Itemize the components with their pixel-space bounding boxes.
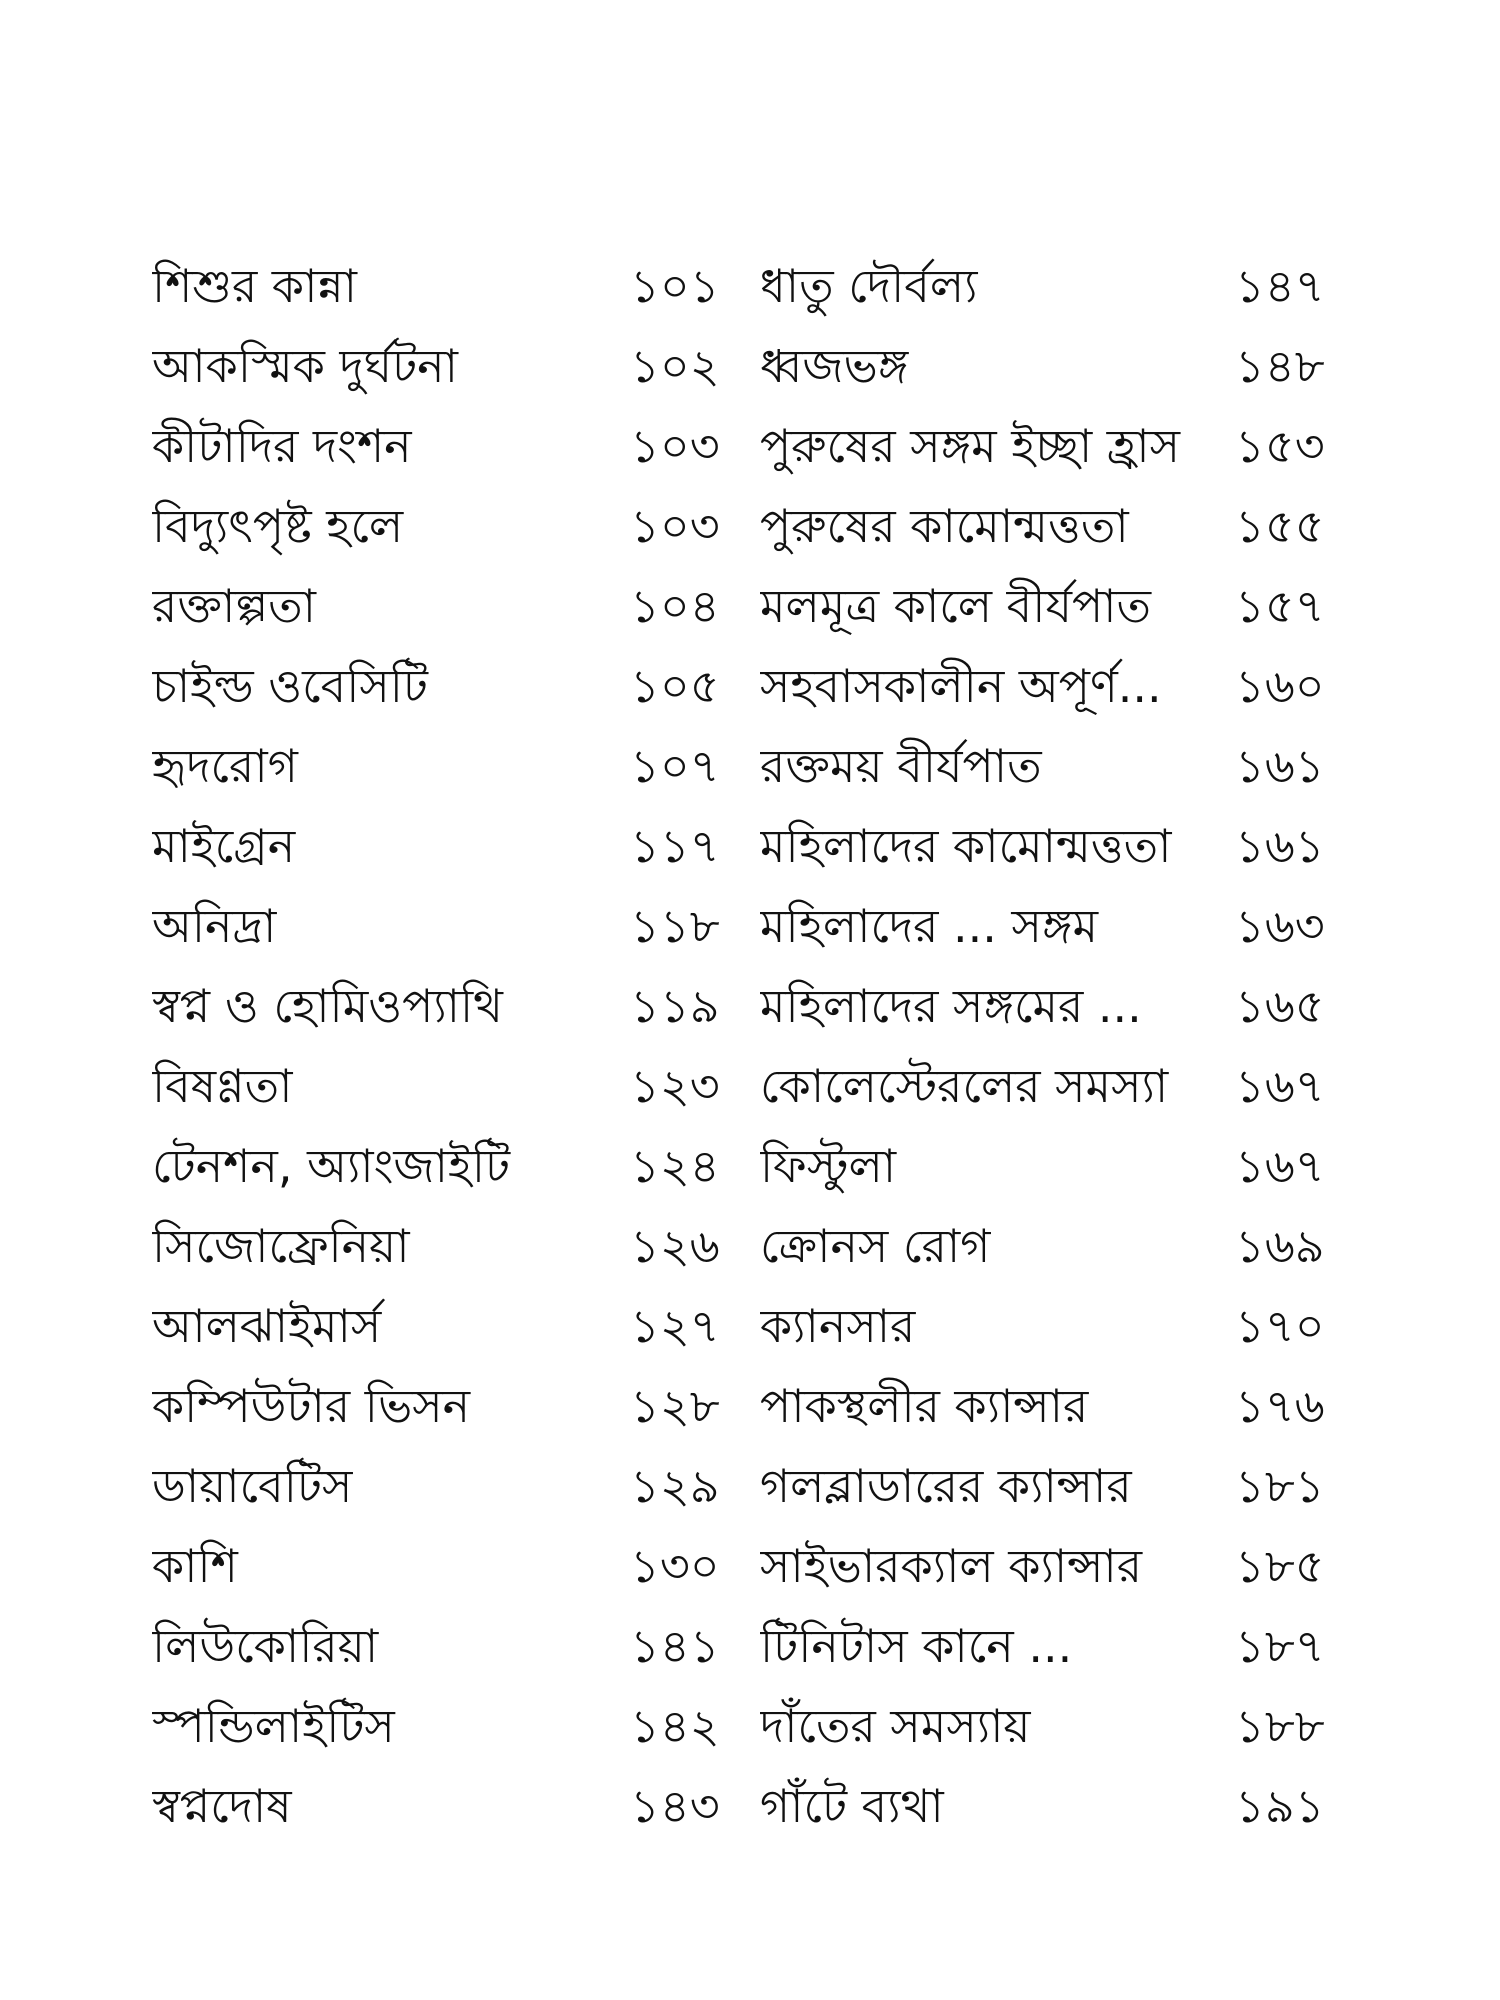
toc-right-title: ধ্বজভঙ্গ xyxy=(760,339,909,393)
toc-right-title: ক্যানসার xyxy=(760,1299,916,1353)
toc-left-title: আকস্মিক দুর্ঘটনা xyxy=(152,339,458,393)
toc-left-page: ১২৩ xyxy=(630,1059,720,1113)
toc-row xyxy=(0,726,1500,806)
toc-left-title: কীটাদির দংশন xyxy=(152,419,412,473)
toc-right-page: ১৫৩ xyxy=(1235,419,1325,473)
toc-left-page: ১৪২ xyxy=(630,1699,720,1753)
toc-row xyxy=(0,966,1500,1046)
toc-right-title: ফিস্টুলা xyxy=(760,1139,897,1193)
toc-right-title: পুরুষের সঙ্গম ইচ্ছা হ্রাস xyxy=(760,419,1181,473)
toc-left-title: ডায়াবেটিস xyxy=(152,1459,353,1513)
toc-left-title: মাইগ্রেন xyxy=(152,819,296,873)
toc-row xyxy=(0,326,1500,406)
toc-right-page: ১৮৫ xyxy=(1235,1539,1325,1593)
toc-left-title: আলঝাইমার্স xyxy=(152,1299,382,1353)
toc-row xyxy=(0,406,1500,486)
toc-left-page: ১২৬ xyxy=(630,1219,720,1273)
toc-row xyxy=(0,1526,1500,1606)
toc-left-page: ১২৪ xyxy=(630,1139,720,1193)
toc-left-title: অনিদ্রা xyxy=(152,899,277,953)
toc-right-page: ১৬৩ xyxy=(1235,899,1325,953)
toc-right-title: গাঁটে ব্যথা xyxy=(760,1779,944,1833)
toc-left-page: ১২৭ xyxy=(630,1299,720,1353)
toc-left-title: টেনশন, অ্যাংজাইটি xyxy=(152,1139,511,1193)
toc-left-page: ১১৮ xyxy=(630,899,720,953)
toc-right-page: ১৪৮ xyxy=(1235,339,1325,393)
toc-left-page: ১২৯ xyxy=(630,1459,720,1513)
toc-row xyxy=(0,1286,1500,1366)
toc-left-title: বিষণ্ণতা xyxy=(152,1059,293,1113)
toc-left-page: ১০৩ xyxy=(630,499,720,553)
toc-left-page: ১০৫ xyxy=(630,659,720,713)
toc-left-page: ১০৪ xyxy=(630,579,720,633)
toc-right-title: মলমূত্র কালে বীর্যপাত xyxy=(760,579,1152,633)
toc-row xyxy=(0,1126,1500,1206)
toc-right-title: গলব্লাডারের ক্যান্সার xyxy=(760,1459,1132,1513)
toc-left-page: ১২৮ xyxy=(630,1379,720,1433)
toc-right-page: ১৬১ xyxy=(1235,819,1325,873)
toc-left-page: ১৪১ xyxy=(630,1619,720,1673)
toc-left-page: ১১৯ xyxy=(630,979,720,1033)
toc-right-page: ১৪৭ xyxy=(1235,259,1325,313)
toc-right-title: সাইভারক্যাল ক্যান্সার xyxy=(760,1539,1143,1593)
toc-right-title: ক্রোনস রোগ xyxy=(760,1219,991,1273)
toc-left-title: বিদ্যুৎপৃষ্ট হলে xyxy=(152,499,404,553)
toc-left-page: ১০২ xyxy=(630,339,720,393)
toc-left-title: কাশি xyxy=(152,1539,238,1593)
toc-right-page: ১৬৭ xyxy=(1235,1139,1325,1193)
toc-right-page: ১৭০ xyxy=(1235,1299,1325,1353)
toc-left-title: স্পন্ডিলাইটিস xyxy=(152,1699,395,1753)
toc-right-page: ১৫৭ xyxy=(1235,579,1325,633)
toc-right-page: ১৭৬ xyxy=(1235,1379,1325,1433)
toc-left-page: ১৪৩ xyxy=(630,1779,720,1833)
toc-left-title: শিশুর কান্না xyxy=(152,259,358,313)
toc-right-title: পাকস্থলীর ক্যান্সার xyxy=(760,1379,1089,1433)
toc-right-title: মহিলাদের ... সঙ্গম xyxy=(760,899,1098,953)
toc-row xyxy=(0,486,1500,566)
toc-left-title: স্বপ্ন ও হোমিওপ্যাথি xyxy=(152,979,503,1033)
toc-left-title: সিজোফ্রেনিয়া xyxy=(152,1219,410,1273)
toc-left-page: ১৩০ xyxy=(630,1539,720,1593)
toc-row xyxy=(0,806,1500,886)
toc-right-title: কোলেস্টেরলের সমস্যা xyxy=(760,1059,1169,1113)
toc-row xyxy=(0,1206,1500,1286)
toc-left-title: হৃদরোগ xyxy=(152,739,298,793)
toc-right-page: ১৬০ xyxy=(1235,659,1325,713)
toc-right-title: টিনিটাস কানে ... xyxy=(760,1619,1073,1673)
toc-row xyxy=(0,1046,1500,1126)
toc-right-title: মহিলাদের কামোন্মত্ততা xyxy=(760,819,1172,873)
toc-left-page: ১০৭ xyxy=(630,739,720,793)
toc-left-page: ১১৭ xyxy=(630,819,720,873)
toc-right-page: ১৬৯ xyxy=(1235,1219,1325,1273)
toc-right-page: ১৬৭ xyxy=(1235,1059,1325,1113)
toc-left-page: ১০৩ xyxy=(630,419,720,473)
toc-right-page: ১৫৫ xyxy=(1235,499,1325,553)
toc-right-title: ধাতু দৌর্বল্য xyxy=(760,259,978,313)
toc-row xyxy=(0,1366,1500,1446)
toc-right-title: মহিলাদের সঙ্গমের ... xyxy=(760,979,1142,1033)
toc-row xyxy=(0,566,1500,646)
toc-left-title: লিউকোরিয়া xyxy=(152,1619,379,1673)
toc-left-title: চাইল্ড ওবেসিটি xyxy=(152,659,428,713)
toc-right-page: ১৮৮ xyxy=(1235,1699,1325,1753)
toc-right-title: দাঁতের সমস্যায় xyxy=(760,1699,1031,1753)
toc-right-title: পুরুষের কামোন্মত্ততা xyxy=(760,499,1129,553)
toc-right-page: ১৬৫ xyxy=(1235,979,1325,1033)
toc-row xyxy=(0,1686,1500,1766)
toc-right-title: সহবাসকালীন অপূর্ণ... xyxy=(760,659,1162,713)
toc-row xyxy=(0,886,1500,966)
toc-left-title: রক্তাল্পতা xyxy=(152,579,317,633)
toc-left-title: স্বপ্নদোষ xyxy=(152,1779,292,1833)
toc-row xyxy=(0,246,1500,326)
toc-row xyxy=(0,1606,1500,1686)
toc-right-page: ১৯১ xyxy=(1235,1779,1325,1833)
toc-right-page: ১৬১ xyxy=(1235,739,1325,793)
toc-row xyxy=(0,646,1500,726)
toc-row xyxy=(0,1446,1500,1526)
toc-left-page: ১০১ xyxy=(630,259,720,313)
toc-left-title: কম্পিউটার ভিসন xyxy=(152,1379,471,1433)
toc-right-title: রক্তময় বীর্যপাত xyxy=(760,739,1042,793)
toc-row xyxy=(0,1766,1500,1846)
toc-right-page: ১৮৭ xyxy=(1235,1619,1325,1673)
toc-right-page: ১৮১ xyxy=(1235,1459,1325,1513)
